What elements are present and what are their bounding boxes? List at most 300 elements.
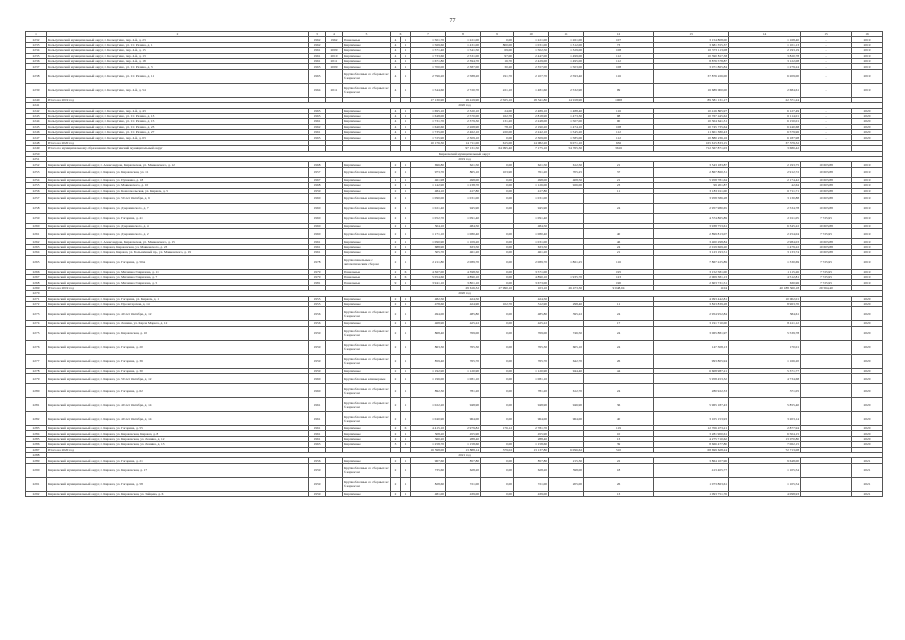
address-cell: Итого по муниципальному образованию Кольчугинский муниципальный округ	[47, 146, 309, 151]
non-residential-area-cell: 103,90	[481, 167, 514, 177]
floors-cell: 4	[391, 48, 401, 53]
year-built-cell: 1959	[309, 463, 326, 477]
year-renovated-cell	[326, 69, 343, 83]
section-title-cell: Киржачский муниципальный округ	[47, 151, 883, 156]
row-number-cell: 2285	[26, 436, 47, 441]
year-built-cell: 1961	[309, 239, 326, 244]
unit-cost-cell: 371,05	[729, 384, 801, 398]
non-residential-area-cell: 0,00	[481, 177, 514, 182]
wall-material-cell: Кирпичные	[343, 458, 391, 463]
limit-cost-cell: 7 725,95	[801, 274, 852, 279]
planned-year-cell: 2019	[852, 167, 883, 177]
address-cell: Киржачский муниципальный округ, г. Киржач, ул. Гагарина, д. 55	[47, 426, 309, 431]
year-renovated-cell	[326, 307, 343, 321]
repair-cost-cell: 3 191 710,00	[654, 321, 729, 326]
premises-area-cell: 439,00	[446, 491, 481, 496]
limit-cost-cell: -	[801, 119, 852, 124]
limit-cost-cell	[801, 326, 852, 340]
unit-cost-cell: 1 101,13	[729, 42, 801, 47]
wall-material-cell: Кирпичные	[343, 108, 391, 113]
residents-cell: 3616	[584, 146, 654, 151]
private-area-cell: 1 499,00	[549, 53, 584, 58]
year-built-cell: 1959	[309, 326, 326, 340]
planned-year-cell: 2019	[852, 69, 883, 83]
premises-area-cell: 3 801,10	[446, 280, 481, 285]
column-number-cell: 12	[584, 32, 654, 37]
residents-cell: 112	[584, 130, 654, 135]
year-built-cell: 1959	[309, 188, 326, 193]
limit-cost-cell: -	[801, 83, 852, 97]
year-renovated-cell: 2009	[326, 48, 343, 53]
residents-cell	[584, 374, 654, 384]
year-renovated-cell	[326, 229, 343, 239]
column-number-cell: 3	[309, 32, 326, 37]
residential-area-cell: 2 447,00	[514, 53, 549, 58]
premises-area-cell: 865,10	[446, 167, 481, 177]
floors-cell: 2	[391, 183, 401, 188]
private-area-cell: 612,50	[549, 162, 584, 167]
residents-cell: 22	[584, 458, 654, 463]
unit-cost-cell: 8 411,12	[729, 321, 801, 326]
row-number-cell: 2275	[26, 326, 47, 340]
total-area-cell: 892,30	[411, 384, 446, 398]
residential-area-cell: 13 137,80	[514, 447, 549, 452]
row-number-cell: 2284	[26, 431, 47, 436]
wall-material-cell: Крупноблочные со сборных ж/б каркасом	[343, 354, 391, 368]
total-area-cell: 1 501,70	[411, 37, 446, 42]
entrances-cell: 1	[401, 64, 411, 69]
year-built-cell: 1964	[309, 83, 326, 97]
limit-cost-cell: -	[801, 42, 852, 47]
row-number-cell: 2239	[26, 83, 47, 97]
floors-cell: 2	[391, 188, 401, 193]
repair-cost-cell: 99 201,87	[654, 183, 729, 188]
non-residential-area-cell: 0,00	[481, 274, 514, 279]
repair-cost-cell: 280 922,33	[654, 384, 729, 398]
premises-area-cell: 765,70	[446, 354, 481, 368]
residential-area-cell: 2 818,90	[514, 113, 549, 118]
limit-cost-cell: -	[801, 48, 852, 53]
planned-year-cell: 2019	[852, 223, 883, 228]
non-residential-area-cell: 615,00	[481, 140, 514, 145]
row-number-cell: 2261	[26, 229, 47, 239]
address-cell: Киржачский муниципальный округ, г. Киржач, ул. Гагарина, ул. Киржач, д. 1	[47, 296, 309, 301]
unit-cost-cell: 6 209,00	[729, 69, 801, 83]
residents-cell: 190	[584, 280, 654, 285]
total-area-cell: 1 171,10	[411, 229, 446, 239]
row-number-cell: 2250	[26, 151, 47, 156]
premises-area-cell: 1 109,20	[446, 239, 481, 244]
row-number-cell: 2243	[26, 113, 47, 118]
residential-area-cell: 2 190,20	[514, 124, 549, 129]
year-renovated-cell: 1962	[326, 37, 343, 42]
unit-cost-cell: 2 011,05	[729, 213, 801, 223]
repair-cost-cell: 11 601 380,43	[654, 130, 729, 135]
total-area-cell: 508,20	[411, 431, 446, 436]
row-number-cell: 2265	[26, 255, 47, 269]
repair-cost-cell: 4 275 710,62	[654, 436, 729, 441]
residential-area-cell: 485,80	[514, 307, 549, 321]
address-cell: Киржачский муниципальный округ, г. Киржач, ул. Киржачская, д. 17	[47, 463, 309, 477]
unit-cost-cell: 1 105,54	[729, 463, 801, 477]
entrances-cell: 1	[401, 183, 411, 188]
unit-cost-cell: 6 127,49	[729, 108, 801, 113]
address-cell: Киржачский муниципальный округ, г. Киржач, Киржачская, ул. Маяковского, д. 23	[47, 244, 309, 249]
address-cell: Киржачский муниципальный округ, г. Киржач, ул. Маяковского, д. 10	[47, 183, 309, 188]
limit-cost-cell: -	[801, 130, 852, 135]
wall-material-cell: Кирпичные	[343, 113, 391, 118]
planned-year-cell: 2020	[852, 124, 883, 129]
entrances-cell: 1	[401, 130, 411, 135]
non-residential-area-cell: 0,00	[481, 368, 514, 373]
unit-cost-cell: 6 114,01	[729, 113, 801, 118]
limit-cost-cell: 10 603,88	[801, 239, 852, 244]
private-area-cell	[549, 229, 584, 239]
repair-cost-cell: 3 543 183,87	[654, 162, 729, 167]
private-area-cell: 205,00	[549, 477, 584, 491]
unit-cost-cell: 2 684,61	[729, 83, 801, 97]
premises-area-cell: 4 398,50	[446, 269, 481, 274]
limit-cost-cell	[801, 491, 852, 496]
residential-area-cell: 2 089,70	[514, 255, 549, 269]
repair-cost-cell: 4 093 442,81	[654, 296, 729, 301]
floors-cell: 2	[391, 321, 401, 326]
address-cell: Киржачский муниципальный округ, г. Киржач, ул. Гагарина, д. 50А	[47, 255, 309, 269]
address-cell: Кольчугинский муниципальный округ, г. Кольчугино, пер. 4-й, д. 13	[47, 53, 309, 58]
repair-cost-cell: 6 608 987,21	[654, 368, 729, 373]
repair-cost-cell: 2 867 860,31	[654, 167, 729, 177]
total-area-cell: 1 258,70	[411, 442, 446, 447]
limit-cost-cell: 10 603,88	[801, 177, 852, 182]
residential-area-cell: 3 673,00	[514, 280, 549, 285]
non-residential-area-cell: 102,70	[481, 301, 514, 306]
total-area-cell: 1 731,70	[411, 119, 446, 124]
table-row	[26, 340, 883, 354]
address-cell: Кольчугинский муниципальный округ, г. Кольчугино, пер. 4-й, д. 18	[47, 58, 309, 63]
limit-cost-cell: 10 603,88	[801, 167, 852, 177]
total-area-cell: 2 211,80	[411, 255, 446, 269]
premises-area-cell: 97 131,50	[446, 146, 481, 151]
wall-material-cell: Кирпичные	[343, 239, 391, 244]
wall-material-cell: Кирпичные	[343, 188, 391, 193]
unit-cost-cell: 6 504,15	[729, 431, 801, 436]
address-cell: Киржачский муниципальный округ, г. Киржач, ул. Мичмана Гаврилова, д. 11	[47, 269, 309, 274]
wall-material-cell: Панельные	[343, 280, 391, 285]
floors-cell: 4	[391, 69, 401, 83]
residents-cell: 24	[584, 244, 654, 249]
premises-area-cell: 1 541,50	[446, 48, 481, 53]
table-body	[26, 32, 883, 497]
wall-material-cell: Кирпичные	[343, 491, 391, 496]
residential-area-cell: 628,20	[514, 463, 549, 477]
limit-cost-cell: -	[801, 69, 852, 83]
premises-area-cell: 425,22	[446, 321, 481, 326]
wall-material-cell: Панельные	[343, 269, 391, 274]
premises-area-cell: 2 570,00	[446, 113, 481, 118]
residents-cell: 37	[584, 167, 654, 177]
residential-area-cell: 103,10	[514, 285, 549, 290]
planned-year-cell: 2019	[852, 255, 883, 269]
private-area-cell	[549, 491, 584, 496]
year-built-cell: 1962	[309, 124, 326, 129]
unit-cost-cell: 40 188 360,18	[729, 285, 801, 290]
total-area-cell: 859,40	[411, 354, 446, 368]
repair-cost-cell: 16 689 000,00	[654, 83, 729, 97]
address-cell: Кольчугинский муниципальный округ, г. Кольчугино, ул. Ст. Разина, д. 1	[47, 42, 309, 47]
total-area-cell: 505,70	[411, 250, 446, 255]
row-number-cell: 2257	[26, 193, 47, 203]
floors-cell: 2	[391, 167, 401, 177]
table-row	[26, 398, 883, 412]
repair-cost-cell: 10 304 641,31	[654, 119, 729, 124]
row-number-cell: 2260	[26, 223, 47, 228]
planned-year-cell: 2020	[852, 340, 883, 354]
total-area-cell: 1 196,00	[411, 374, 446, 384]
residential-area-cell: 948,90	[514, 398, 549, 412]
entrances-cell: 1	[401, 398, 411, 412]
year-renovated-cell	[326, 374, 343, 384]
planned-year-cell: 2019	[852, 274, 883, 279]
total-area-cell: 1 544,60	[411, 83, 446, 97]
repair-cost-cell: 10 745 735,64	[654, 124, 729, 129]
residents-cell: 24	[584, 326, 654, 340]
year-built-cell: 1959	[309, 491, 326, 496]
premises-area-cell: 1 081,10	[446, 374, 481, 384]
row-number-cell: 2244	[26, 119, 47, 124]
year-renovated-cell	[326, 354, 343, 368]
entrances-cell: 1	[401, 229, 411, 239]
year-built-cell: 1961	[309, 244, 326, 249]
address-cell: Кольчугинский муниципальный округ, г. Кольчугино, ул. Ст. Разина, д. 27	[47, 130, 309, 135]
year-built-cell: 1981	[309, 280, 326, 285]
entrances-cell: 1	[401, 458, 411, 463]
private-area-cell: 1 503,00	[549, 64, 584, 69]
repair-cost-cell: 5 958 781,64	[654, 177, 729, 182]
limit-cost-cell	[801, 340, 852, 354]
premises-area-cell: 765,30	[446, 340, 481, 354]
total-area-cell: 1 090,00	[411, 193, 446, 203]
row-number-cell: 2281	[26, 398, 47, 412]
address-cell: Кольчугинский муниципальный округ, г. Кольчугино, пер. 4-й, д. 23	[47, 37, 309, 42]
premises-area-cell: 2 588,20	[446, 69, 481, 83]
year-built-cell: 1961	[309, 130, 326, 135]
wall-material-cell: Крупноблочные со сборных ж/б каркасом	[343, 307, 391, 321]
residential-area-cell: 761,20	[514, 167, 549, 177]
unit-cost-cell: 170,01	[729, 340, 801, 354]
entrances-cell: 1	[401, 113, 411, 118]
floors-cell: 4	[391, 42, 401, 47]
private-area-cell: 1 935,70	[549, 274, 584, 279]
year-built-cell: 1956	[309, 321, 326, 326]
floors-cell: 2	[391, 458, 401, 463]
residential-area-cell: 769,00	[514, 326, 549, 340]
total-area-cell: 5 054,60	[411, 274, 446, 279]
floors-cell: 2	[391, 223, 401, 228]
address-cell: Киржачский муниципальный округ, г. Киржач, ул. 50 лет Октября, д. 12	[47, 374, 309, 384]
floors-cell: 2	[391, 229, 401, 239]
planned-year-cell: 2019	[852, 250, 883, 255]
wall-material-cell: Кирпичные	[343, 42, 391, 47]
entrances-cell: 1	[401, 37, 411, 42]
unit-cost-cell: 3 203,14	[729, 412, 801, 426]
entrances-cell: 1	[401, 193, 411, 203]
column-number-cell: 11	[549, 32, 584, 37]
premises-area-cell: 2 394,70	[446, 58, 481, 63]
planned-year-cell: 2019	[852, 269, 883, 274]
wall-material-cell: Кирпичные	[343, 368, 391, 373]
wall-material-cell: Крупноблочные клинкерные	[343, 193, 391, 203]
non-residential-area-cell: 27 990,10	[481, 285, 514, 290]
entrances-cell: 1	[401, 119, 411, 124]
year-built-cell: 1961	[309, 426, 326, 431]
wall-material-cell: Кирпичные	[343, 223, 391, 228]
table-row	[26, 354, 883, 368]
repair-cost-cell: 37 876 226,00	[654, 69, 729, 83]
planned-year-cell: 2020	[852, 354, 883, 368]
limit-cost-cell: 10 603,88	[801, 244, 852, 249]
non-residential-area-cell: 0,00	[481, 183, 514, 188]
residents-cell: 99	[584, 83, 654, 97]
entrances-cell: 1	[401, 239, 411, 244]
row-number-cell: 2238	[26, 69, 47, 83]
year-renovated-cell: 2011	[326, 83, 343, 97]
column-number-cell: 5	[343, 32, 391, 37]
total-area-cell: 1 021,40	[411, 203, 446, 213]
residents-cell: 98	[584, 113, 654, 118]
planned-year-cell: 2019	[852, 193, 883, 203]
premises-area-cell: 485,80	[446, 307, 481, 321]
residents-cell: 21	[584, 162, 654, 167]
entrances-cell: 1	[401, 307, 411, 321]
premises-area-cell: 945,90	[446, 203, 481, 213]
residents-cell: 116	[584, 108, 654, 113]
floors-cell: 2	[391, 301, 401, 306]
private-area-cell: 1 495,00	[549, 58, 584, 63]
planned-year-cell: 2019	[852, 64, 883, 69]
floors-cell: 4	[391, 274, 401, 279]
entrances-cell: 1	[401, 203, 411, 213]
residents-cell: 108	[584, 48, 654, 53]
planned-year-cell: 2020	[852, 301, 883, 306]
non-residential-area-cell: 78,10	[481, 124, 514, 129]
residential-area-cell: 1 158,60	[514, 442, 549, 447]
premises-area-cell: 455,90	[446, 431, 481, 436]
non-residential-area-cell: 0,00	[481, 398, 514, 412]
year-built-cell: 1961	[309, 119, 326, 124]
unit-cost-cell: 2 984,03	[729, 239, 801, 244]
non-residential-area-cell: 0,00	[481, 307, 514, 321]
premises-area-cell: 1 238,70	[446, 183, 481, 188]
entrances-cell: 1	[401, 326, 411, 340]
residents-cell: 40	[584, 412, 654, 426]
residential-area-cell: 964,00	[514, 412, 549, 426]
wall-material-cell: Крупноблочные клинкерные	[343, 229, 391, 239]
year-built-cell: 1960	[309, 223, 326, 228]
premises-area-cell: 964,00	[446, 412, 481, 426]
residents-cell: 112	[584, 135, 654, 140]
non-residential-area-cell: 0,00	[481, 340, 514, 354]
residents-cell: 11	[584, 188, 654, 193]
wall-material-cell: Кирпичные	[343, 130, 391, 135]
limit-cost-cell: -	[801, 64, 852, 69]
repair-cost-cell: 4 374 865,89	[654, 213, 729, 223]
repair-cost-cell: 10 880 236,16	[654, 135, 729, 140]
floors-cell: 2	[391, 326, 401, 340]
residential-area-cell: 417,80	[514, 188, 549, 193]
total-area-cell: 484,10	[411, 188, 446, 193]
total-area-cell: 967,60	[411, 458, 446, 463]
repair-cost-cell: 7 867 225,89	[654, 255, 729, 269]
address-cell: Итого на 2019 год	[47, 97, 309, 102]
limit-cost-cell: 7 725,95	[801, 280, 852, 285]
wall-material-cell: Крупноблочные со сборных ж/б каркасом	[343, 384, 391, 398]
private-area-cell: 26 473,30	[549, 285, 584, 290]
non-residential-area-cell: 30,20	[481, 64, 514, 69]
private-area-cell: 2 593,40	[549, 69, 584, 83]
planned-year-cell: 2019	[852, 229, 883, 239]
planned-year-cell: 2019	[852, 203, 883, 213]
premises-area-cell: 781,20	[446, 384, 481, 398]
year-built-cell: 1979	[309, 274, 326, 279]
floors-cell: 4	[391, 113, 401, 118]
unit-cost-cell: 1 279,24	[729, 64, 801, 69]
row-number-cell: 2280	[26, 384, 47, 398]
repair-cost-cell: 2 603 731,51	[654, 280, 729, 285]
floors-cell: 2	[391, 436, 401, 441]
planned-year-cell: 2020	[852, 296, 883, 301]
planned-year-cell: 2020	[852, 384, 883, 398]
non-residential-area-cell: 131,20	[481, 119, 514, 124]
year-built-cell: 1965	[309, 69, 326, 83]
unit-cost-cell: 3 122,08	[729, 58, 801, 63]
limit-cost-cell: 7 725,95	[801, 213, 852, 223]
table-row	[26, 213, 883, 223]
unit-cost-cell: 13 070,80	[729, 436, 801, 441]
row-number-cell: 2247	[26, 135, 47, 140]
floors-cell: 2	[391, 374, 401, 384]
unit-cost-cell: 1 105,54	[729, 477, 801, 491]
entrances-cell: 1	[401, 162, 411, 167]
year-built-cell: 1961	[309, 48, 326, 53]
residents-cell: 13	[584, 436, 654, 441]
floors-cell: 2	[391, 296, 401, 301]
total-area-cell: 828,60	[411, 477, 446, 491]
floors-cell: 2	[391, 162, 401, 167]
total-area-cell: 868,40	[411, 326, 446, 340]
year-renovated-cell	[326, 193, 343, 203]
floors-cell: 4	[391, 108, 401, 113]
wall-material-cell: Кирпичные	[343, 135, 391, 140]
premises-area-cell: 424,50	[446, 296, 481, 301]
residents-cell: 46	[584, 239, 654, 244]
private-area-cell: 6 096,62	[549, 447, 584, 452]
row-number-cell: 2268	[26, 280, 47, 285]
address-cell: Киржачский муниципальный округ, г. Киржач, ул. 40 лет Октября, д. 14	[47, 398, 309, 412]
residential-area-cell: 721,00	[514, 477, 549, 491]
wall-material-cell: Кирпичные	[343, 244, 391, 249]
repair-cost-cell: 3 065 881,97	[654, 326, 729, 340]
floors-cell: 2	[391, 412, 401, 426]
total-area-cell: 468,90	[411, 321, 446, 326]
entrances-cell: 6	[401, 274, 411, 279]
row-number-cell: 2253	[26, 167, 47, 177]
floors-cell: 2	[391, 340, 401, 354]
floors-cell: 2	[391, 255, 401, 269]
repair-cost-cell: 3 154 808,00	[654, 37, 729, 42]
residential-area-cell: 765,70	[514, 354, 549, 368]
address-cell: Кольчугинский муниципальный округ, г. Кольчугино, пер. 4-й, д. 15	[47, 48, 309, 53]
repair-cost-cell: 2 019 669,20	[654, 244, 729, 249]
